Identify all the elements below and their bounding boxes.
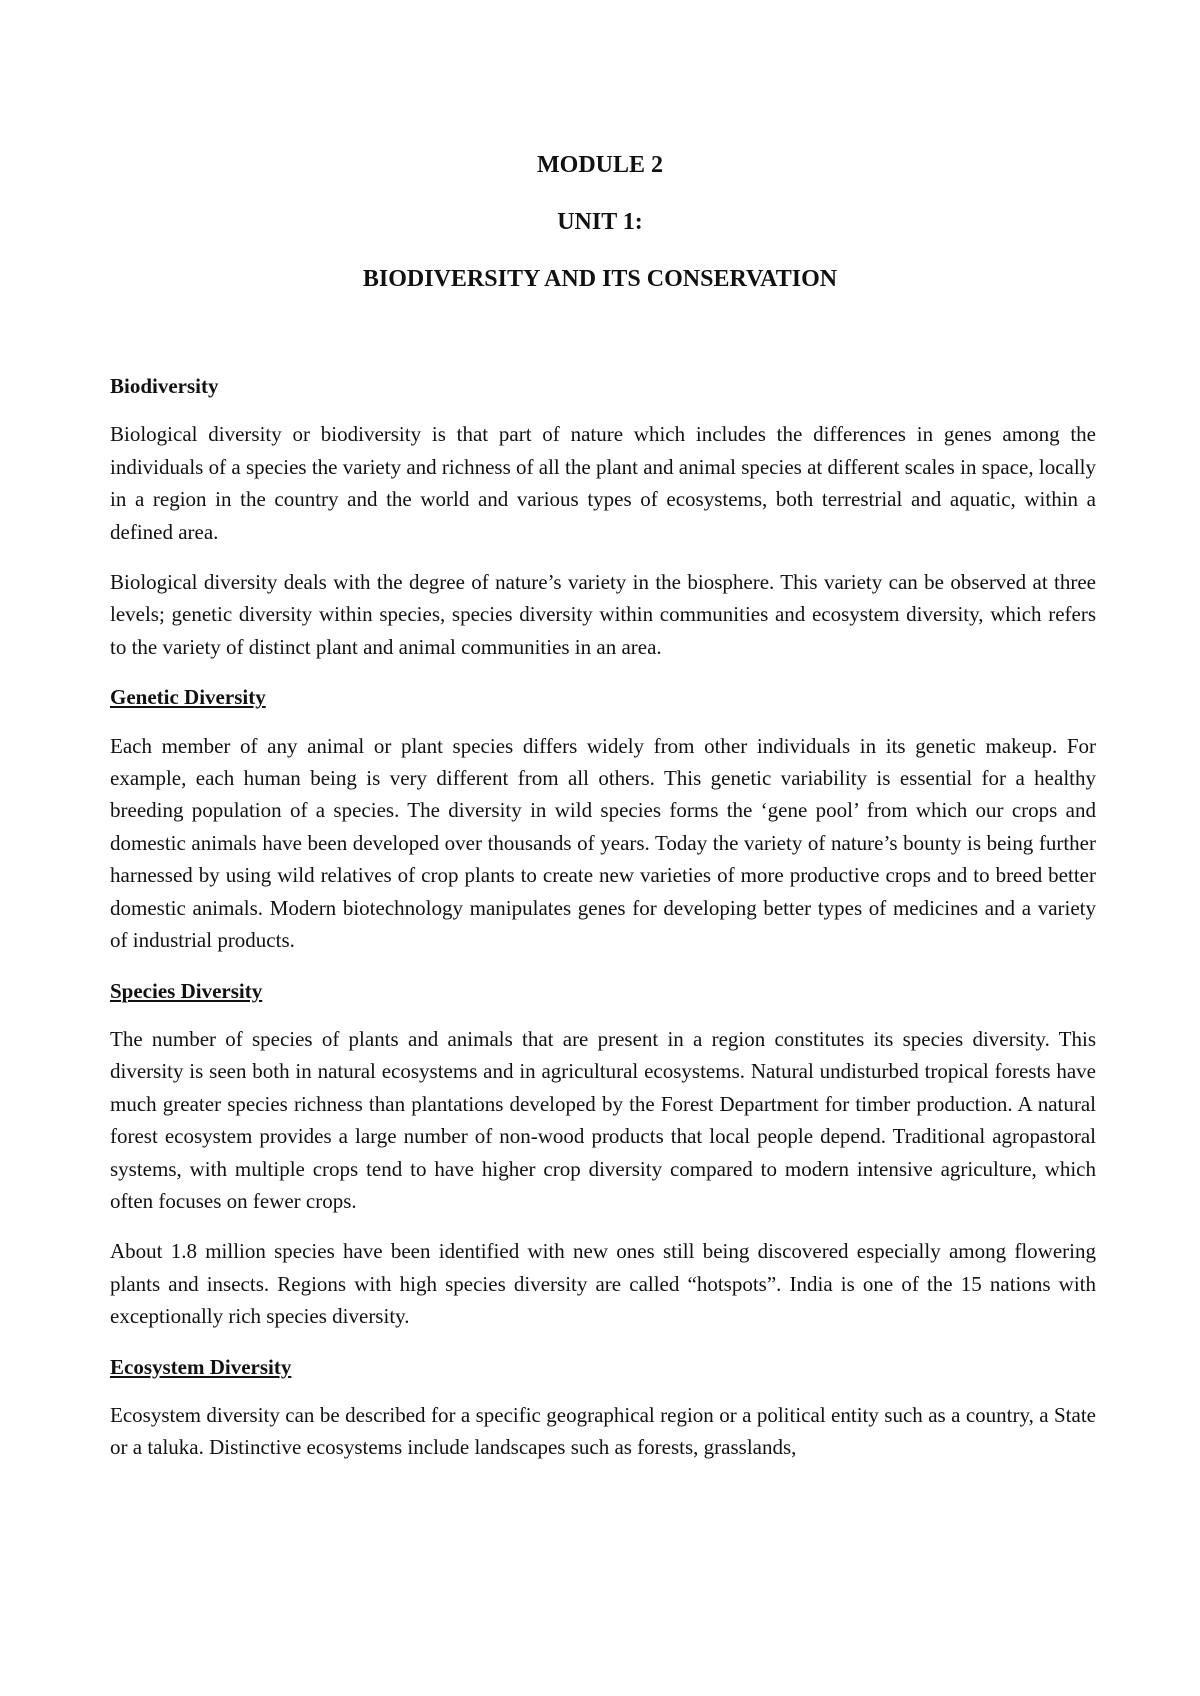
paragraph-genetic-diversity: Each member of any animal or plant species differs widely from other individuals in its genetic makeup. For example, each human being is very different from all others. This genetic variability is essential for a healthy breeding population of a species. The diversity in wild species forms the ‘gene pool’ from which our crops and domestic animals have been developed over thousands of years. Today the variety of nature’s bounty is being further harnessed by using wild relatives of crop plants to create new varieties of more productive crops and to breed better domestic animals. Modern biotechnology manipulates genes for developing better types of medicines and a variety of industrial products. [110,733,1096,953]
section-heading-genetic-diversity: Genetic Diversity [110,685,266,710]
section-heading-ecosystem-diversity: Ecosystem Diversity [110,1354,292,1379]
paragraph-species-count: About 1.8 million species have been identified with new ones still being discovered especially among flowering plants and insects. Regions with high species diversity are called “hotspots”. India is one of the 15 nations with exceptionally rich species diversity. [110,1239,1096,1329]
unit-title: UNIT 1: [557,209,643,235]
section-heading-species-diversity: Species Diversity [110,978,263,1003]
section-heading-biodiversity: Biodiversity [110,374,219,398]
paragraph-species-diversity: The number of species of plants and animals that are present in a region constitutes its species diversity. This diversity is seen both in natural ecosystems and in agricultural ecosystems. Natural undisturbed tropical forests have much greater species richness than plantations developed by the Forest Department for timber production. A natural forest ecosystem provides a large number of non-wood products that local people depend. Traditional agropastoral systems, with multiple crops tend to have higher crop diversity compared to modern intensive agriculture, which often focuses on fewer crops. [110,1026,1096,1213]
paragraph-biodiversity-definition: Biological diversity or biodiversity is that part of nature which includes the differences in genes among the individuals of a species the variety and richness of all the plant and animal species at different scales in space, locally in a region in the country and the world and various types of ecosystems, both terrestrial and aquatic, within a defined area. [110,422,1096,544]
document-title: BIODIVERSITY AND ITS CONSERVATION [362,266,838,292]
document-body [110,370,1096,1482]
module-title: MODULE 2 [537,152,663,178]
paragraph-ecosystem-diversity: Ecosystem diversity can be described for a specific geographical region or a political entity such as a country, a State or a taluka. Distinctive ecosystems include landscapes such as forests, grasslands, [110,1402,1096,1460]
paragraph-biodiversity-levels: Biological diversity deals with the degree of nature’s variety in the biosphere. This variety can be observed at three levels; genetic diversity within species, species diversity within communities and ecosystem diversity, which refers to the variety of distinct plant and animal communities in an area. [110,570,1096,659]
